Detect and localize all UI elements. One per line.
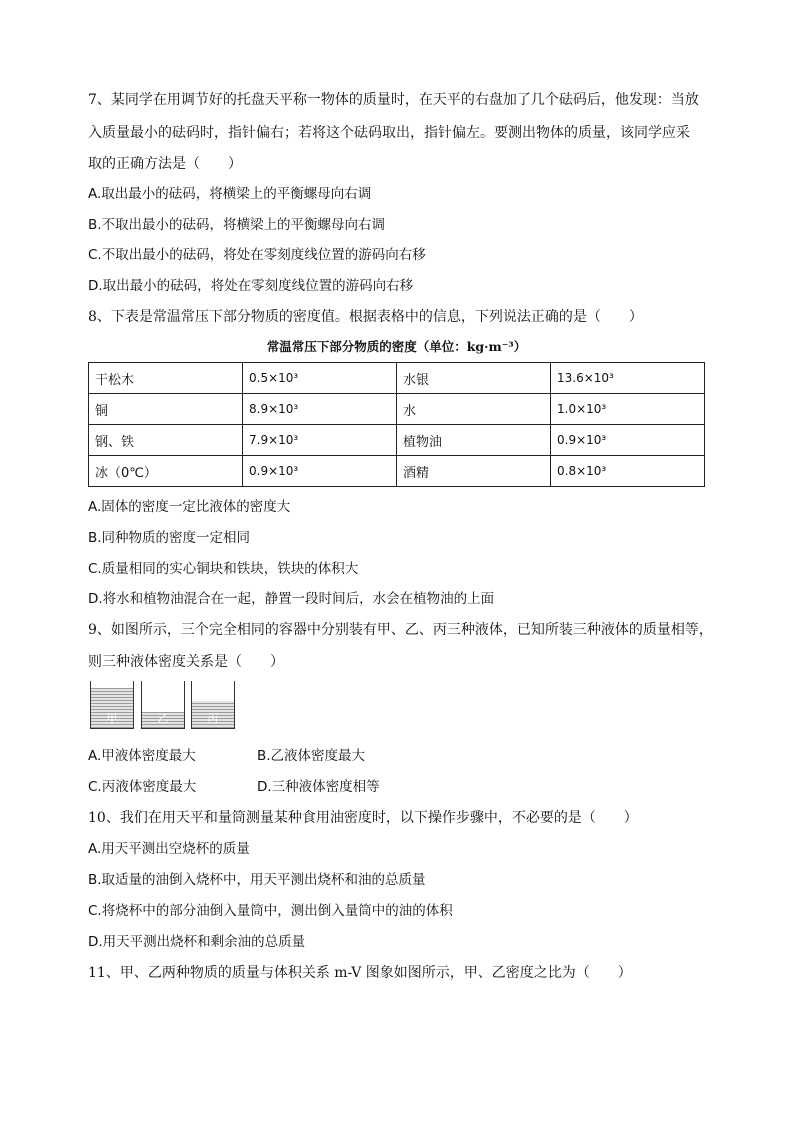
q7-option-d: D.取出最小的砝码，将处在零刻度线位置的游码向右移 bbox=[88, 278, 414, 294]
density-table-caption: 常温常压下部分物质的密度（单位：kg·m⁻³） bbox=[266, 339, 527, 354]
q10-option-d: D.用天平测出烧杯和剩余油的总质量 bbox=[88, 934, 306, 950]
table-cell: 干松木 bbox=[89, 363, 243, 394]
q9-stem-line-2: 则三种液体密度关系是（ ） bbox=[88, 654, 284, 670]
q7-stem-line-3: 取的正确方法是（ ） bbox=[88, 156, 242, 172]
table-cell: 0.8×10³ bbox=[551, 456, 705, 487]
table-cell: 水 bbox=[397, 394, 551, 425]
table-cell: 植物油 bbox=[397, 425, 551, 456]
q9-option-a: A.甲液体密度最大 bbox=[88, 748, 196, 764]
q7-stem-line-1: 7、某同学在用调节好的托盘天平称一物体的质量时，在天平的右盘加了几个砝码后，他发现：当放 bbox=[88, 92, 699, 108]
table-row bbox=[89, 456, 705, 487]
q8-option-a: A.固体的密度一定比液体的密度大 bbox=[88, 499, 291, 515]
q9-option-b: B.乙液体密度最大 bbox=[257, 748, 366, 764]
q7-stem-line-2: 入质量最小的砝码时，指针偏右；若将这个砝码取出，指针偏左。要测出物体的质量，该同学应采 bbox=[88, 125, 690, 141]
q10-option-a: A.用天平测出空烧杯的质量 bbox=[88, 841, 250, 857]
table-cell: 钢、铁 bbox=[89, 425, 243, 456]
table-row bbox=[89, 425, 705, 456]
table-cell: 酒精 bbox=[397, 456, 551, 487]
q9-option-d: D.三种液体密度相等 bbox=[257, 779, 380, 795]
q9-option-c: C.丙液体密度最大 bbox=[88, 779, 197, 795]
container-bing bbox=[191, 681, 235, 729]
container-label: 甲 bbox=[106, 712, 118, 725]
table-cell: 0.9×10³ bbox=[551, 425, 705, 456]
table-cell: 0.9×10³ bbox=[243, 456, 397, 487]
table-cell: 0.5×10³ bbox=[243, 363, 397, 394]
table-cell: 1.0×10³ bbox=[551, 394, 705, 425]
table-cell: 7.9×10³ bbox=[243, 425, 397, 456]
container-label: 丙 bbox=[207, 712, 219, 725]
table-cell: 8.9×10³ bbox=[243, 394, 397, 425]
container-yi bbox=[141, 681, 185, 729]
table-cell: 冰（0℃） bbox=[89, 456, 243, 487]
density-table bbox=[88, 362, 705, 487]
table-cell: 水银 bbox=[397, 363, 551, 394]
q9-stem-line-1: 9、如图所示，三个完全相同的容器中分别装有甲、乙、丙三种液体，已知所装三种液体的质量相等， bbox=[88, 622, 713, 638]
container-label: 乙 bbox=[157, 712, 169, 725]
table-cell: 13.6×10³ bbox=[551, 363, 705, 394]
q7-option-a: A.取出最小的砝码，将横梁上的平衡螺母向右调 bbox=[88, 186, 372, 202]
q7-option-c: C.不取出最小的砝码，将处在零刻度线位置的游码向右移 bbox=[88, 247, 426, 263]
three-containers-figure bbox=[90, 681, 240, 731]
q10-option-c: C.将烧杯中的部分油倒入量筒中，测出倒入量筒中的油的体积 bbox=[88, 903, 453, 919]
table-row bbox=[89, 394, 705, 425]
q10-stem: 10、我们在用天平和量筒测量某种食用油密度时，以下操作步骤中，不必要的是（ ） bbox=[88, 810, 638, 826]
container-jia bbox=[90, 681, 134, 729]
q8-option-d: D.将水和植物油混合在一起，静置一段时间后，水会在植物油的上面 bbox=[88, 591, 495, 607]
q10-option-b: B.取适量的油倒入烧杯中，用天平测出烧杯和油的总质量 bbox=[88, 872, 426, 888]
q8-option-c: C.质量相同的实心铜块和铁块，铁块的体积大 bbox=[88, 561, 359, 577]
q8-option-b: B.同种物质的密度一定相同 bbox=[88, 530, 251, 546]
table-row bbox=[89, 363, 705, 394]
q11-stem: 11、甲、乙两种物质的质量与体积关系 m-V 图象如图所示，甲、乙密度之比为（ ） bbox=[88, 965, 632, 981]
q7-option-b: B.不取出最小的砝码，将横梁上的平衡螺母向右调 bbox=[88, 217, 386, 233]
q8-stem: 8、下表是常温常压下部分物质的密度值。根据表格中的信息，下列说法正确的是（ ） bbox=[88, 309, 643, 325]
table-cell: 铜 bbox=[89, 394, 243, 425]
